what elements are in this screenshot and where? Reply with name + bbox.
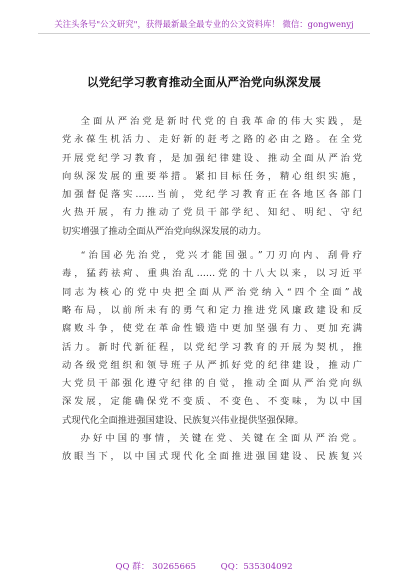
body-line: 党永葆生机活力、走好新的赶考之路的必由之路。在全党 [62,134,362,146]
body-line: 大党员干部强化遵守纪律的自觉，推动全面从严治党向纵 [62,378,362,390]
document-title: 以党纪学习教育推动全面从严治党向纵深发展 [87,75,321,89]
footer-qq-group: QQ 群： 30265665 [115,562,196,572]
body-line: 略布局，以前所未有的勇气和定力推进党风廉政建设和反 [62,304,362,316]
body-line: 向纵深发展的重要举措。紧扣目标任务，精心组织实施， [62,170,362,182]
body-line: 式现代化全面推进强国建设、民族复兴伟业提供坚强保障。 [62,414,304,426]
body-line: 办好中国的事情，关键在党、关键在全面从严治党。 [80,433,362,445]
body-line: 加强督促落实……当前，党纪学习教育正在各地区各部门 [62,189,362,201]
header-banner: 关注头条号"公文研究"，获得最新最全最专业的公文资料库！ 微信：gongwenyj [54,19,354,29]
body-line: 动各级党组织和领导班子从严抓好党的纪律建设，推动广 [62,359,362,371]
footer-contact [0,560,408,572]
body-line: 腐败斗争，使党在革命性锻造中更加坚强有力、更加充满 [62,323,362,335]
body-line: 开展党纪学习教育，是加强纪律建设、推动全面从严治党 [62,152,362,164]
body-line: 毒，猛药祛疴、重典治乱……党的十八大以来，以习近平 [62,268,362,280]
body-line: 全面从严治党是新时代党的自我革命的伟大实践，是 [80,116,362,127]
body-line: 切实增强了推动全面从严治党向纵深发展的动力。 [62,225,267,237]
body-line: 深发展，定能确保党不变质、不变色、不变味，为以中国 [62,396,362,408]
document-body [62,113,362,467]
body-line: 同志为核心的党中央把全面从严治党纳入“四个全面”战 [62,286,362,298]
header-divider [38,33,370,34]
body-line: 活力。新时代新征程，以党纪学习教育的开展为契机，推 [62,341,362,353]
body-line: 放眼当下，以中国式现代化全面推进强国建设、民族复兴 [62,451,362,463]
body-line: “治国必先治党，党兴才能国强。”刀刃向内、刮骨疗 [80,250,362,262]
footer-qq-number: QQ：535304092 [220,562,293,572]
body-line: 火热开展，有力推动了党员干部学纪、知纪、明纪、守纪 [62,207,362,219]
